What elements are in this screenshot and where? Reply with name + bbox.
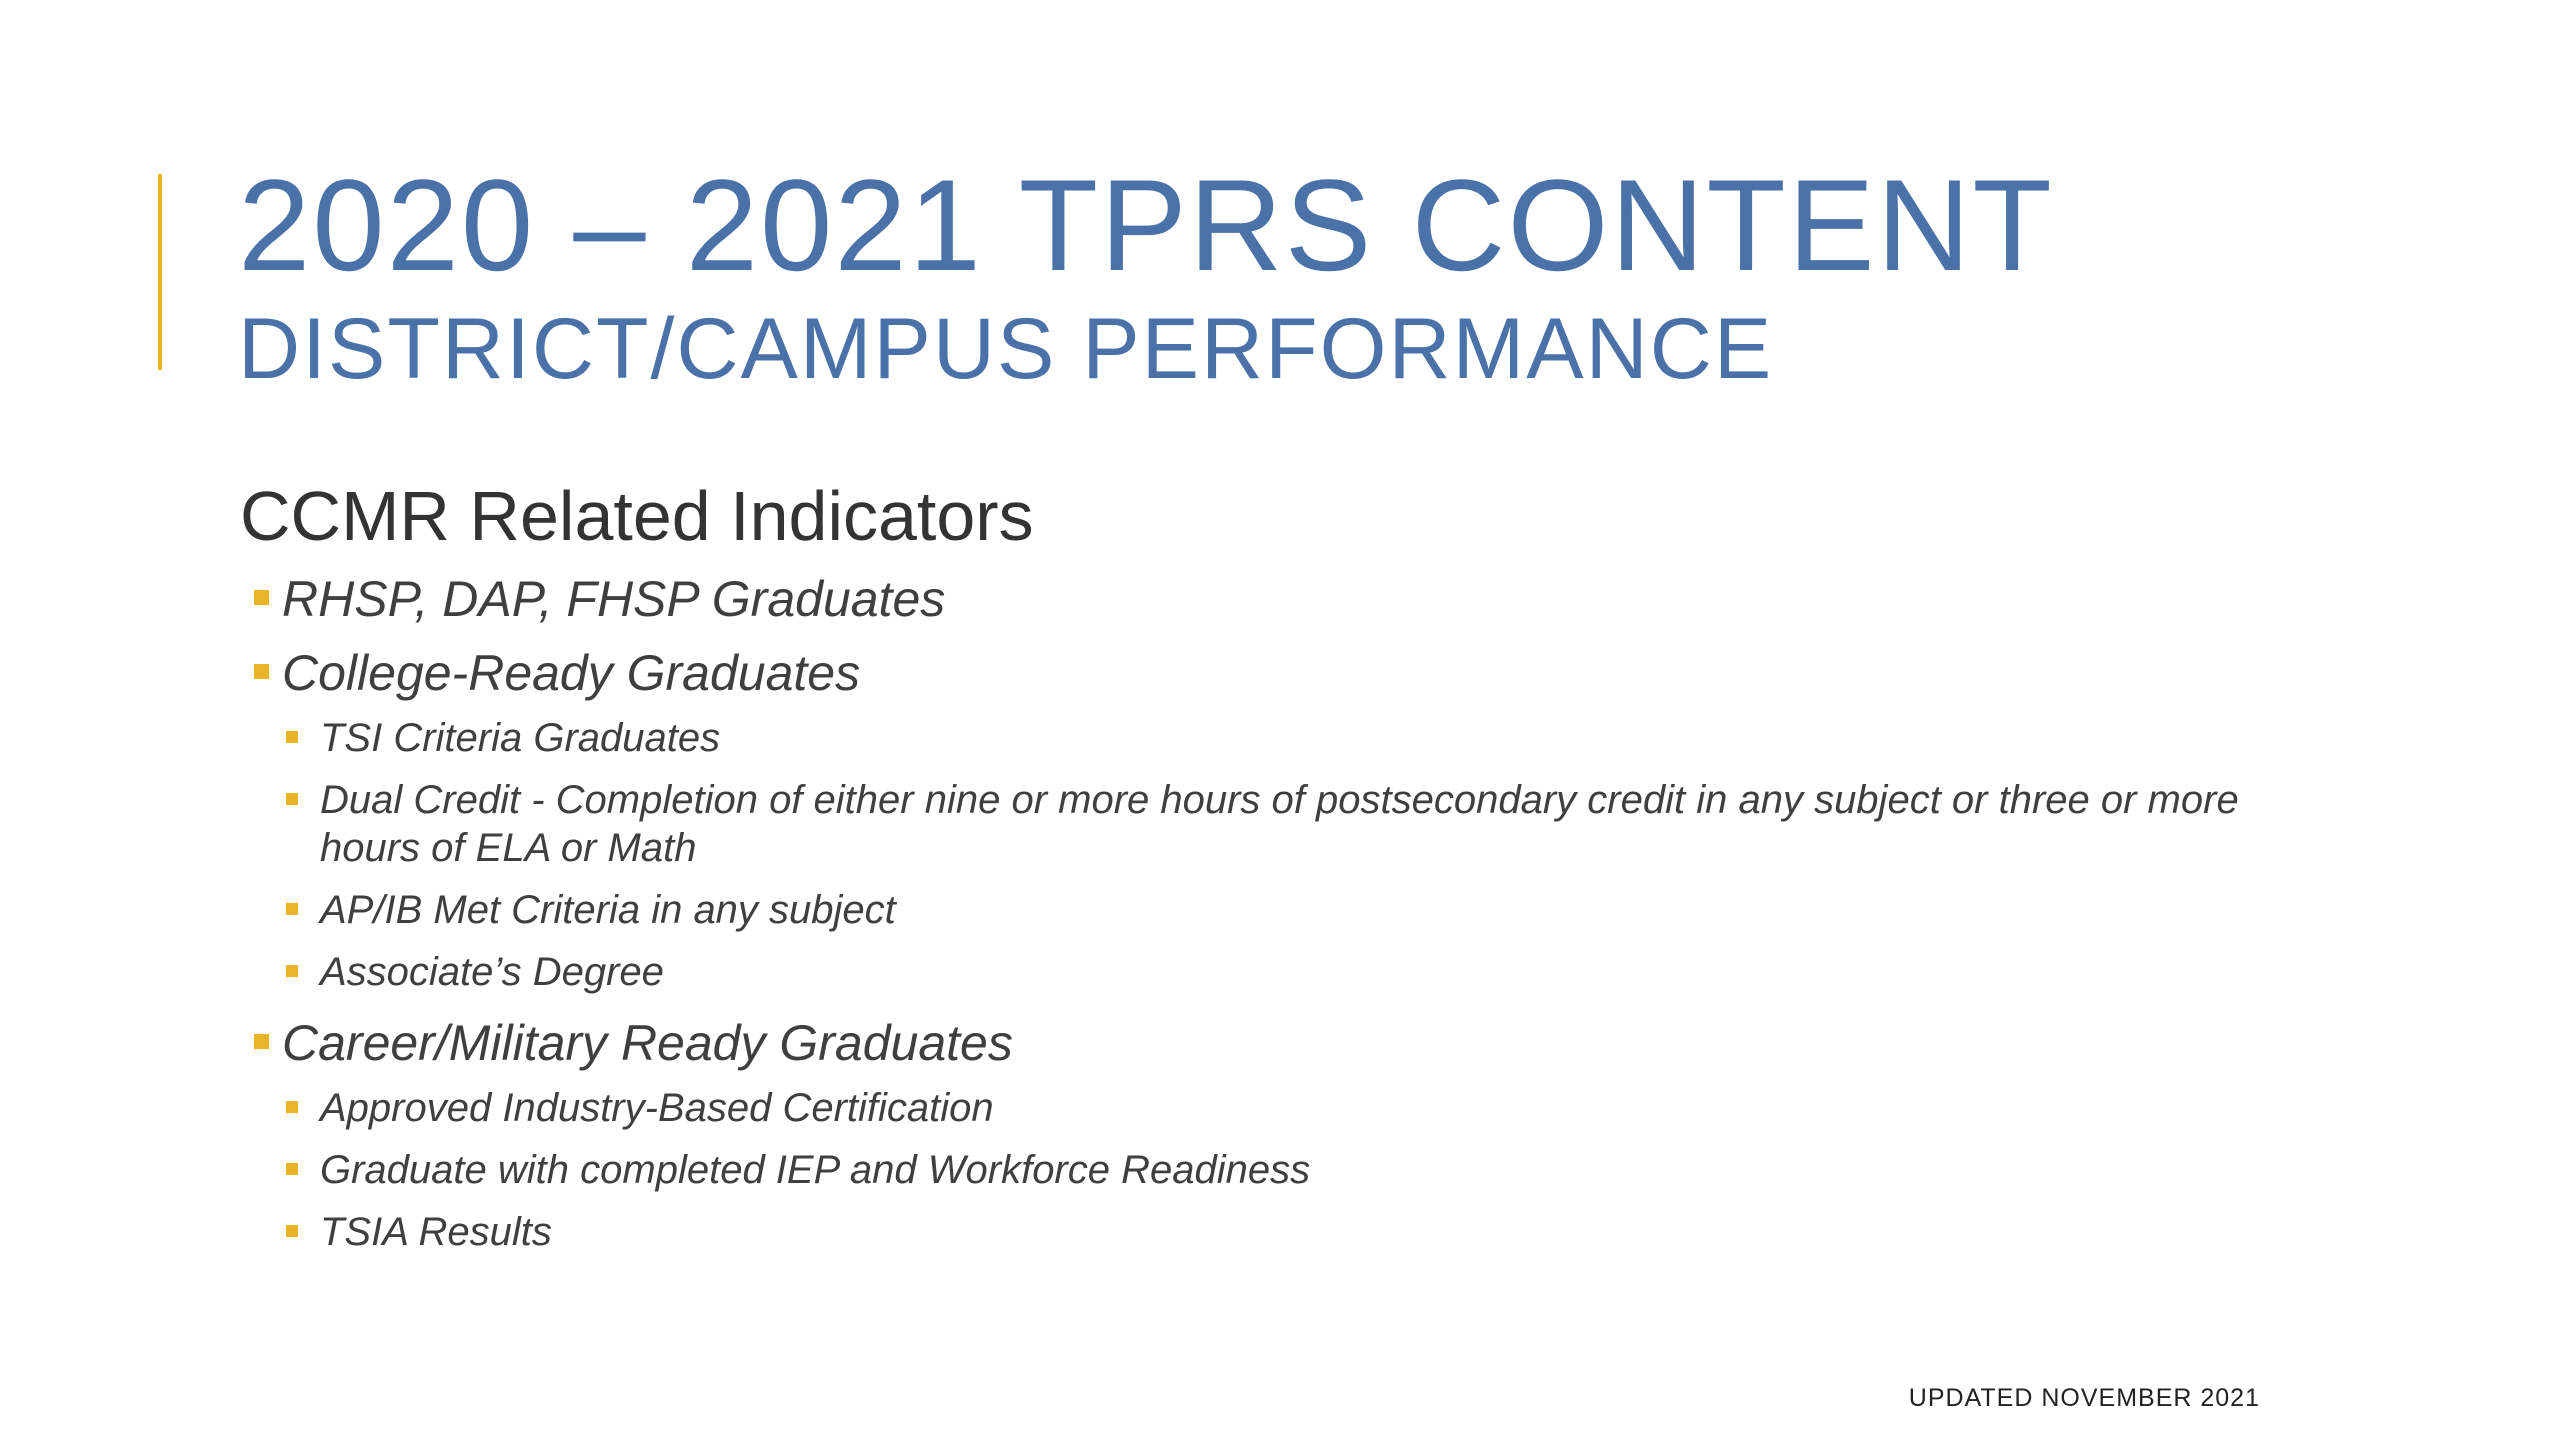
square-bullet-icon xyxy=(254,1034,269,1049)
sublist-item xyxy=(278,1146,2270,1194)
sublist-item-label: Approved Industry-Based Certification xyxy=(320,1086,994,1130)
title-accent-bar xyxy=(158,174,162,370)
square-bullet-icon xyxy=(254,664,269,679)
updated-date-note: UPDATED NOVEMBER 2021 xyxy=(1908,1384,2260,1412)
square-bullet-icon xyxy=(286,965,298,977)
sublist-item-label: AP/IB Met Criteria in any subject xyxy=(320,888,896,932)
list-item-college-ready xyxy=(240,640,2270,706)
square-bullet-icon xyxy=(286,903,298,915)
sublist-item xyxy=(278,714,2270,762)
sublist-item-label: TSIA Results xyxy=(320,1210,552,1254)
sublist-item-label: TSI Criteria Graduates xyxy=(320,716,721,760)
college-ready-sublist xyxy=(240,714,2270,996)
sublist-item xyxy=(278,886,2270,934)
sublist-item-label: Associate’s Degree xyxy=(320,950,664,994)
sublist-item xyxy=(278,776,2270,872)
list-item-career-military-ready xyxy=(240,1010,2270,1076)
square-bullet-icon xyxy=(286,1101,298,1113)
sublist-item-label: Dual Credit - Completion of either nine or more hours of postsecondary credit in any subject or three or more hours of ELA or Math xyxy=(320,778,2239,870)
sublist-item-label: Graduate with completed IEP and Workforce Readiness xyxy=(320,1148,1311,1192)
square-bullet-icon xyxy=(286,731,298,743)
slide-subtitle: DISTRICT/CAMPUS PERFORMANCE xyxy=(238,301,1774,397)
square-bullet-icon xyxy=(286,793,298,805)
list-item-label: RHSP, DAP, FHSP Graduates xyxy=(282,571,946,627)
list-item-label: Career/Military Ready Graduates xyxy=(282,1015,1013,1071)
content-area xyxy=(240,472,2270,1270)
sublist-item xyxy=(278,948,2270,996)
title-block xyxy=(238,150,2360,398)
square-bullet-icon xyxy=(286,1163,298,1175)
career-military-sublist xyxy=(240,1084,2270,1256)
square-bullet-icon xyxy=(286,1225,298,1237)
list-item-rhsp-graduates xyxy=(240,566,2270,632)
slide-title: 2020 – 2021 TPRS CONTENT xyxy=(238,152,2054,298)
sublist-item xyxy=(278,1084,2270,1132)
section-heading: CCMR Related Indicators xyxy=(240,477,1034,555)
sublist-item xyxy=(278,1208,2270,1256)
indicator-list xyxy=(240,566,2270,1256)
list-item-label: College-Ready Graduates xyxy=(282,645,861,701)
square-bullet-icon xyxy=(254,590,269,605)
